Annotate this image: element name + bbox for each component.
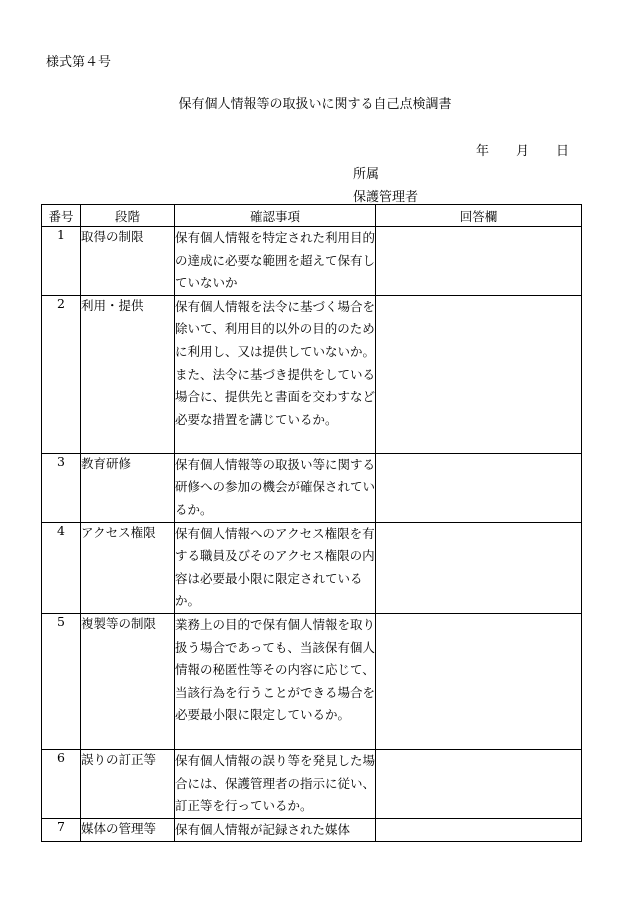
table-row — [42, 818, 582, 842]
table-row — [42, 227, 582, 296]
column-header-stage: 段階 — [81, 205, 175, 227]
row-stage: 誤りの訂正等 — [81, 749, 175, 818]
row-number: 4 — [42, 522, 81, 613]
table-row — [42, 749, 582, 818]
manager-label: 保護管理者 — [353, 190, 419, 205]
column-header-check-item: 確認事項 — [175, 205, 376, 227]
row-check-item: 保有個人情報が記録された媒体 — [175, 818, 376, 842]
row-check-item: 保有個人情報を特定された利用目的の達成に必要な範囲を超えて保有していないか — [175, 227, 376, 296]
column-header-answer: 回答欄 — [376, 205, 582, 227]
answer-cell[interactable] — [376, 453, 582, 522]
row-stage: 利用・提供 — [81, 295, 175, 453]
answer-cell[interactable] — [376, 613, 582, 749]
page-title: 保有個人情報等の取扱いに関する自己点検調書 — [178, 97, 452, 112]
answer-cell[interactable] — [376, 818, 582, 842]
date-month-label: 月 — [516, 144, 530, 159]
table-row — [42, 613, 582, 749]
row-stage: アクセス権限 — [81, 522, 175, 613]
row-check-item: 保有個人情報を法令に基づく場合を除いて、利用目的以外の目的のために利用し、又は提供していないか。また、法令に基づき提供をしている場合に、提供先と書面を交わすなど必要な措置を講じているか。 — [175, 295, 376, 453]
row-stage: 取得の制限 — [81, 227, 175, 296]
affiliation-label: 所属 — [353, 167, 380, 182]
row-stage: 媒体の管理等 — [81, 818, 175, 842]
row-check-item: 保有個人情報へのアクセス権限を有する職員及びそのアクセス権限の内容は必要最小限に限定されているか。 — [175, 522, 376, 613]
table-row — [42, 522, 582, 613]
table-row — [42, 453, 582, 522]
column-header-number: 番号 — [42, 205, 81, 227]
answer-cell[interactable] — [376, 749, 582, 818]
answer-cell[interactable] — [376, 522, 582, 613]
row-check-item: 業務上の目的で保有個人情報を取り扱う場合であっても、当該保有個人情報の秘匿性等その内容に応じて、当該行為を行うことができる場合を必要最小限に限定しているか。 — [175, 613, 376, 749]
form-number: 様式第４号 — [46, 55, 112, 70]
date-day-label: 日 — [556, 144, 570, 159]
date-year-label: 年 — [476, 144, 490, 159]
self-inspection-table — [41, 204, 582, 842]
row-stage: 教育研修 — [81, 453, 175, 522]
row-number: 5 — [42, 613, 81, 749]
row-check-item: 保有個人情報等の取扱い等に関する研修への参加の機会が確保されているか。 — [175, 453, 376, 522]
answer-cell[interactable] — [376, 295, 582, 453]
table-row — [42, 295, 582, 453]
row-number: 6 — [42, 749, 81, 818]
row-number: 7 — [42, 818, 81, 842]
table-header-row — [42, 205, 582, 227]
row-check-item: 保有個人情報の誤り等を発見した場合には、保護管理者の指示に従い、訂正等を行っているか。 — [175, 749, 376, 818]
row-number: 2 — [42, 295, 81, 453]
row-stage: 複製等の制限 — [81, 613, 175, 749]
row-number: 1 — [42, 227, 81, 296]
answer-cell[interactable] — [376, 227, 582, 296]
row-number: 3 — [42, 453, 81, 522]
